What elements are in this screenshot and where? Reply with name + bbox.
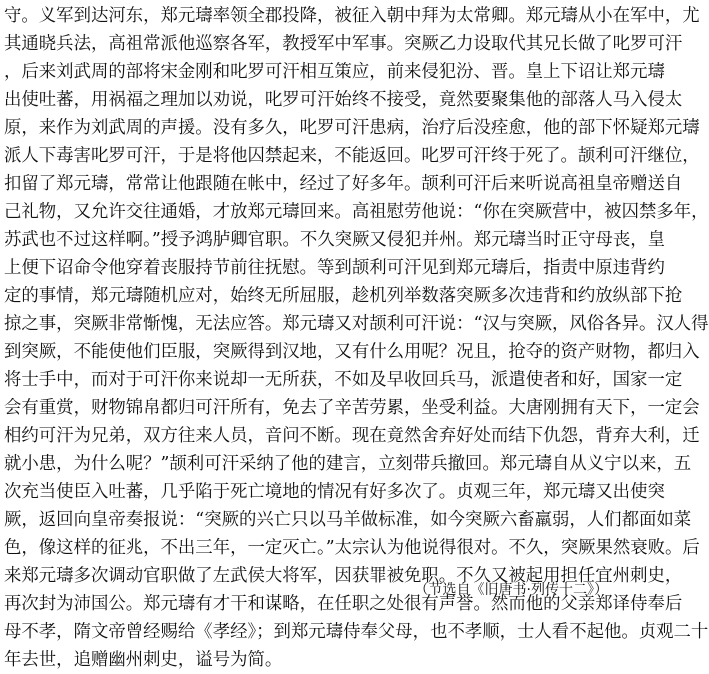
text-line: 来郑元璹多次调动官职做了左武侯大将军，因获罪被免职。不久又被起用担任宜州刺史， [4,566,683,586]
text-line: 就小患，为什么呢？”颉利可汗采纳了他的建言，立刻带兵撤回。郑元璹自从义宁以来，五 [4,454,692,474]
text-line: 原，来作为刘武周的声援。没有多久，叱罗可汗患病，治疗后没痊愈，他的部下怀疑郑元璹 [4,118,700,138]
text-line: 己礼物，又允许交往通婚，才放郑元璹回来。高祖慰劳他说：“你在突厥营中，被囚禁多年， [4,202,709,222]
text-line: 苏武也不过这样啊。”授予鸿胪卿官职。不久突厥又侵犯并州。郑元璹当时正守母丧，皇 [4,230,666,250]
text-line: 定的事情，郑元璹随机应对，始终无所屈服，趁机列举数落突厥多次违背和约放纵部下抢 [4,286,683,306]
text-line: 扣留了郑元璹，常常让他跟随在帐中，经过了好多年。颉利可汗后来听说高祖皇帝赠送自 [4,174,683,194]
text-line: 上便下诏命令他穿着丧服持节前往抚慰。等到颉利可汗见到郑元璹后，指责中原违背约 [4,258,665,278]
text-line: 其通晓兵法，高祖常派他巡察各军，教授军中军事。突厥乙力设取代其兄长做了叱罗可汗 [4,34,683,54]
source-citation: （节选自《旧唐书·列传十二》） [414,582,608,598]
text-line: 色，像这样的征兆，不出三年，一定灭亡。”太宗认为他说得很对。不久，突厥果然衰败。后 [4,538,700,558]
text-line-last: 年去世，追赠幽州刺史，谥号为简。 [4,650,283,670]
text-line: 母不孝，隋文帝曾经赐给《孝经》；到郑元璹侍奉父母，也不孝顺，士人看不起他。贞观二十 [4,622,709,642]
text-line: ，后来刘武周的部将宋金刚和叱罗可汗相互策应，前来侵犯汾、晋。皇上下诏让郑元璹 [4,62,665,82]
text-line: 相约可汗为兄弟，双方往来人员，音问不断。现在竟然舍弃好处而结下仇怨，背弃大利，迁 [4,426,700,446]
translation-passage [4,2,709,674]
text-line: 到突厥，不能使他们臣服，突厥得到汉地，又有什么用呢？况且，抢夺的资产财物，都归入 [4,342,700,362]
text-line: 守。义军到达河东，郑元璹率领全郡投降，被征入朝中拜为太常卿。郑元璹从小在军中，尤 [4,6,700,26]
text-line: 出使吐蕃，用祸福之理加以劝说，叱罗可汗始终不接受，竟然要聚集他的部落人马入侵太 [4,90,683,110]
text-line: 厥，返回向皇帝奏报说：“突厥的兴亡只以马羊做标准，如今突厥六畜羸弱，人们都面如菜 [4,510,692,530]
text-line: 掠之事，突厥非常惭愧，无法应答。郑元璹又对颉利可汗说：“汉与突厥，风俗各异。汉人得 [4,314,709,334]
text-line: 将士手中，而对于可汗你来说却一无所获，不如及早收回兵马，派遣使者和好，国家一定 [4,370,683,390]
text-line: 次充当使臣入吐蕃，几乎陷于死亡境地的情况有好多次了。贞观三年，郑元璹又出使突 [4,482,665,502]
text-line: 派人下毒害叱罗可汗，于是将他囚禁起来，不能返回。叱罗可汗终于死了。颉利可汗继位， [4,146,700,166]
text-line: 再次封为沛国公。郑元璹有才干和谋略，在任职之处很有声誉。然而他的父亲郑译侍奉后 [4,594,683,614]
text-line: 会有重赏，财物锦帛都归可汗所有，免去了辛苦劳累，坐受利益。大唐刚拥有天下，一定会 [4,398,700,418]
